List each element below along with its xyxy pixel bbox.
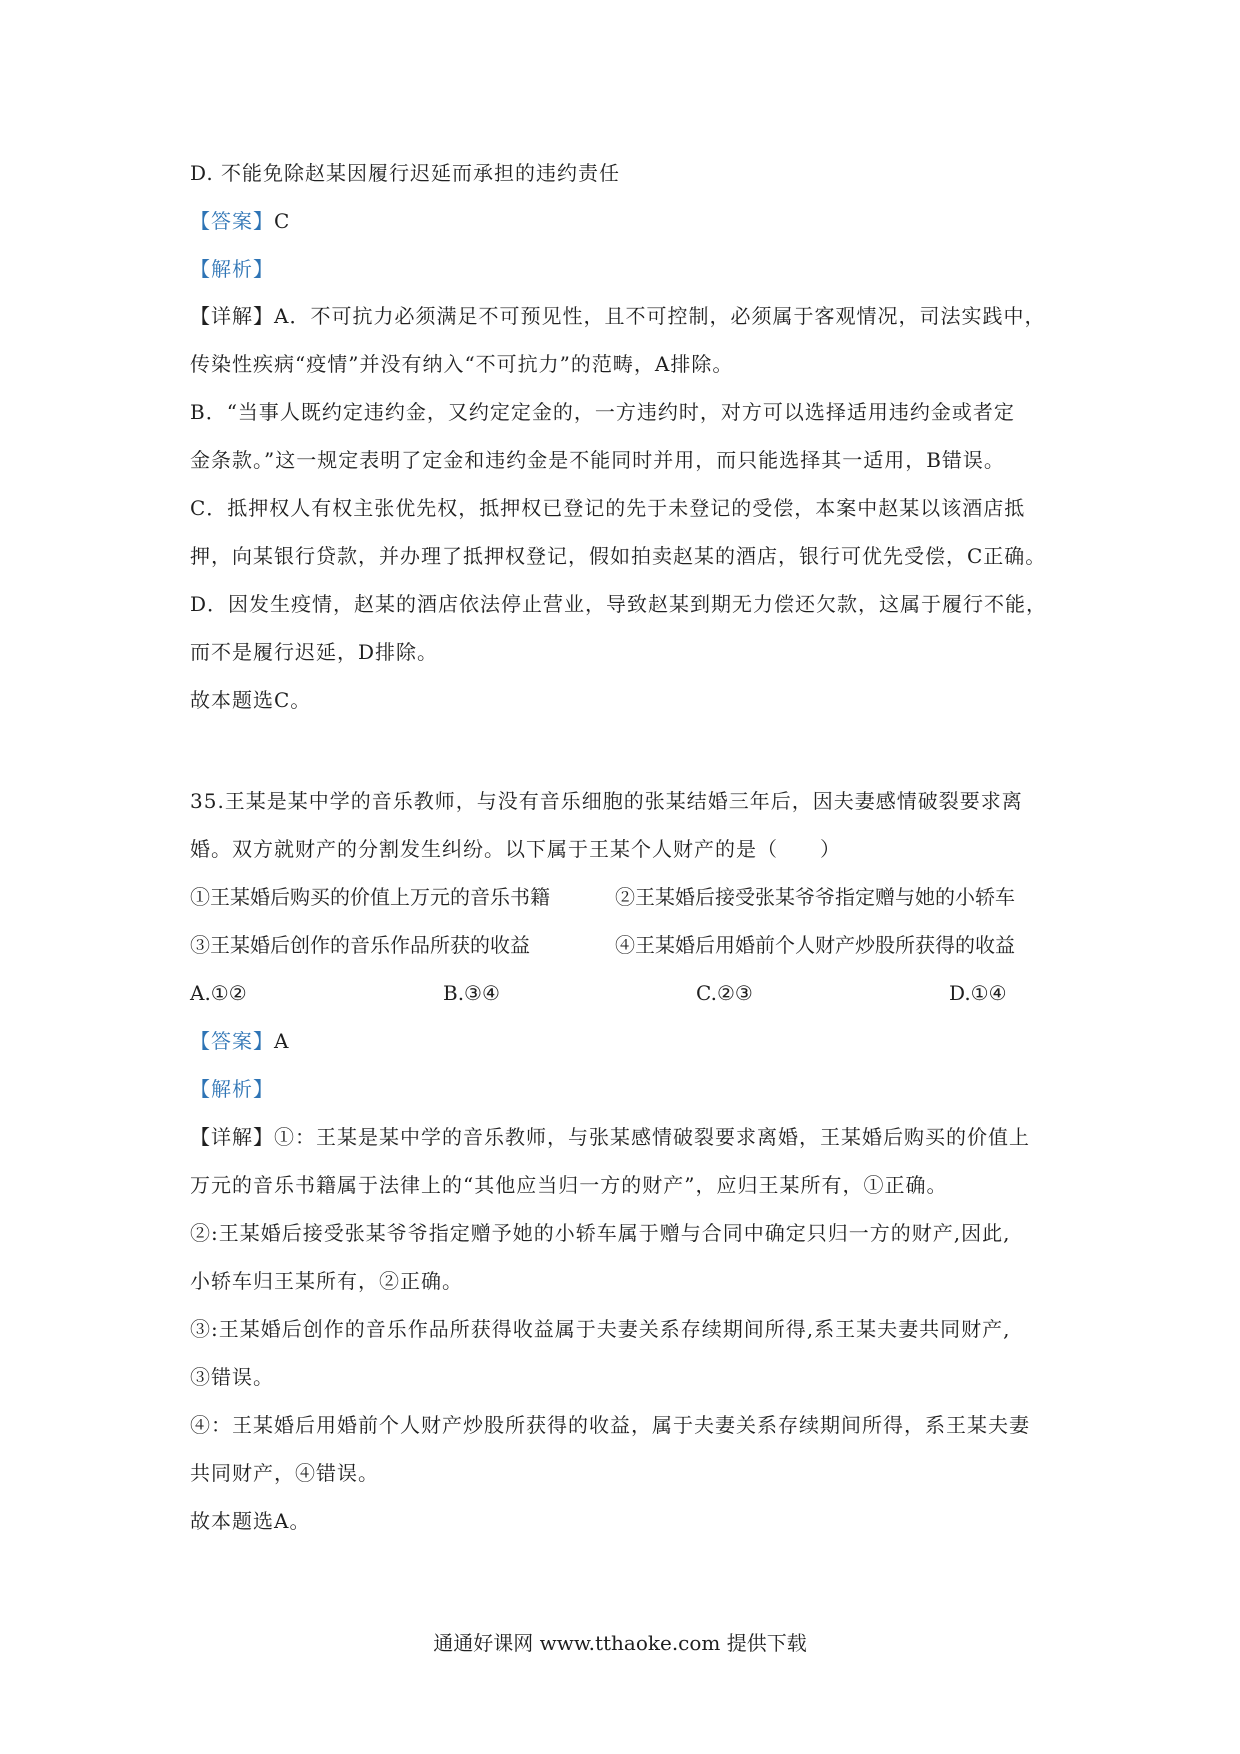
q35-detail-line: 小轿车归王某所有，②正确。: [190, 1269, 463, 1293]
q35-stem-line: 婚。双方就财产的分割发生纠纷。以下属于王某个人财产的是（ ）: [190, 837, 841, 861]
q35-statement-1: ①王某婚后购买的价值上万元的音乐书籍: [190, 885, 550, 909]
q35-option-c: C.②③: [696, 981, 753, 1005]
q35-statement-2: ②王某婚后接受张某爷爷指定赠与她的小轿车: [615, 885, 1015, 909]
prev-detail-line: 金条款。”这一规定表明了定金和违约金是不能同时并用，而只能选择其一适用，B错误。: [190, 448, 1005, 472]
prev-answer-value: C: [274, 209, 291, 233]
q35-detail-line: ②:王某婚后接受张某爷爷指定赠予她的小轿车属于赠与合同中确定只归一方的财产,因此,: [190, 1221, 1011, 1245]
q35-option-a: A.①②: [190, 981, 247, 1005]
q35-stem-line: 35.王某是某中学的音乐教师，与没有音乐细胞的张某结婚三年后，因夫妻感情破裂要求离: [190, 789, 1023, 813]
q35-answer-label: 【答案】: [190, 1029, 274, 1053]
q35-option-b: B.③④: [443, 981, 500, 1005]
q35-answer-value: A: [274, 1029, 290, 1053]
prev-detail-line: B．“当事人既约定违约金，又约定定金的，一方违约时，对方可以选择适用违约金或者定: [190, 400, 1015, 424]
q35-analysis-label: 【解析】: [190, 1077, 274, 1101]
q35-statement-4: ④王某婚后用婚前个人财产炒股所获得的收益: [615, 933, 1015, 957]
q35-statement-3: ③王某婚后创作的音乐作品所获的收益: [190, 933, 530, 957]
prev-answer-label: 【答案】: [190, 209, 274, 233]
q35-option-d: D.①④: [949, 981, 1007, 1005]
q35-detail-line: ③错误。: [190, 1365, 274, 1389]
q35-conclusion: 故本题选A。: [190, 1509, 311, 1533]
prev-detail-line: 传染性疾病“疫情”并没有纳入“不可抗力”的范畴，A排除。: [190, 352, 734, 376]
prev-option-d: D. 不能免除赵某因履行迟延而承担的违约责任: [190, 161, 621, 185]
q35-answer: [190, 1026, 1070, 1056]
q35-detail-line: ④：王某婚后用婚前个人财产炒股所获得的收益，属于夫妻关系存续期间所得，系王某夫妻: [190, 1413, 1030, 1437]
prev-detail-line: D．因发生疫情，赵某的酒店依法停止营业，导致赵某到期无力偿还欠款，这属于履行不能，: [190, 592, 1048, 616]
q35-detail-line: ③:王某婚后创作的音乐作品所获得收益属于夫妻关系存续期间所得,系王某夫妻共同财产,: [190, 1317, 1011, 1341]
prev-detail-line: C．抵押权人有权主张优先权，抵押权已登记的先于未登记的受偿，本案中赵某以该酒店抵: [190, 496, 1026, 520]
prev-analysis-label: 【解析】: [190, 257, 274, 281]
q35-detail-line: 共同财产，④错误。: [190, 1461, 379, 1485]
prev-detail-line: 【详解】A．不可抗力必须满足不可预见性，且不可控制，必须属于客观情况，司法实践中，: [190, 304, 1046, 328]
prev-detail-line: 押，向某银行贷款，并办理了抵押权登记，假如拍卖赵某的酒店，银行可优先受偿，C正确。: [190, 544, 1047, 568]
prev-detail-line: 而不是履行迟延，D排除。: [190, 640, 439, 664]
q35-detail-line: 【详解】①：王某是某中学的音乐教师，与张某感情破裂要求离婚，王某婚后购买的价值上: [190, 1125, 1030, 1149]
prev-answer: [190, 206, 1070, 236]
page-footer: 通通好课网 www.tthaoke.com 提供下载: [433, 1631, 807, 1655]
prev-conclusion: 故本题选C。: [190, 688, 312, 712]
q35-detail-line: 万元的音乐书籍属于法律上的“其他应当归一方的财产”，应归王某所有，①正确。: [190, 1173, 948, 1197]
